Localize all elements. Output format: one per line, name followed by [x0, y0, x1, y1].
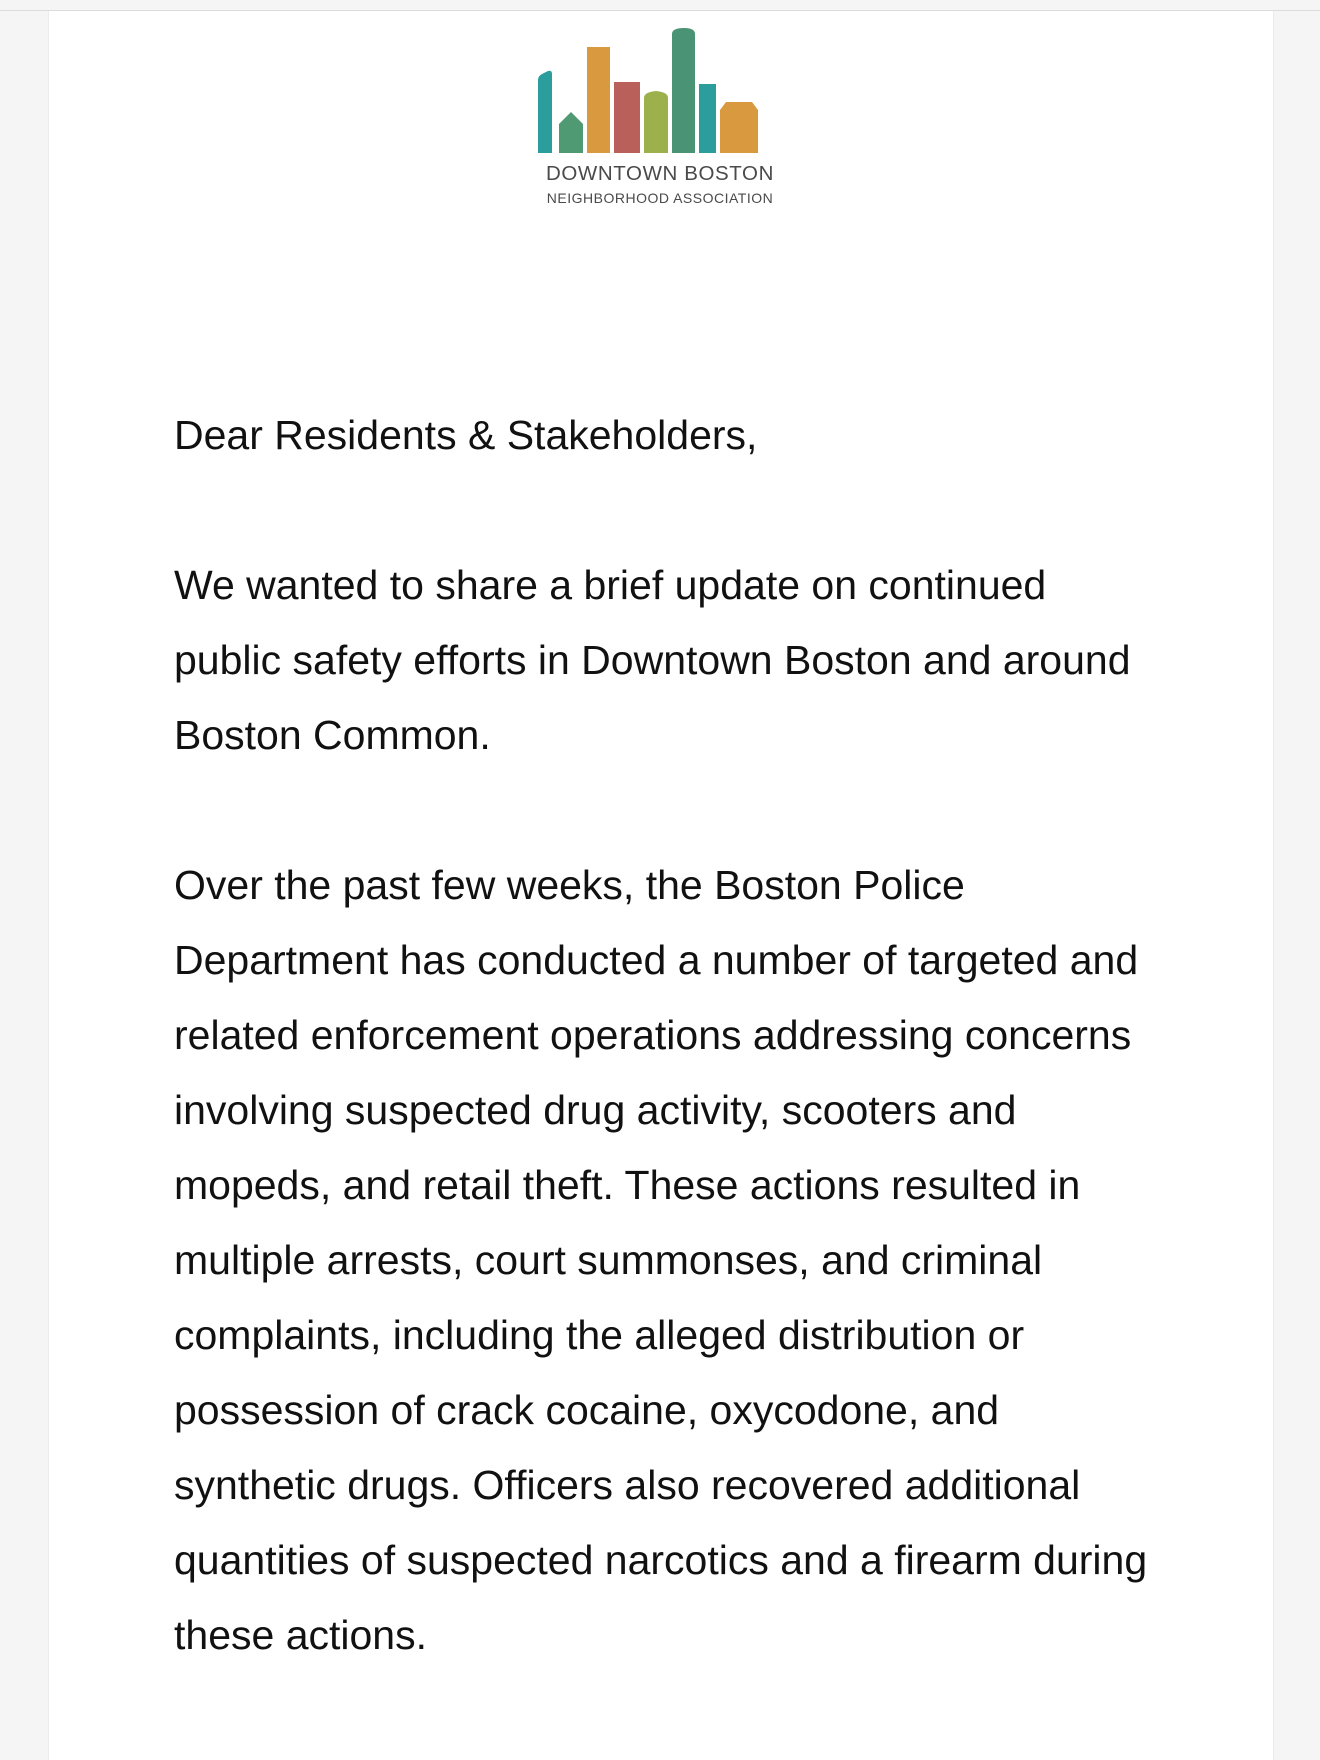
skyline-bar-6	[672, 28, 695, 153]
letter-paragraph: Over the past few weeks, the Boston Police Department has conducted a number of targeted and related enforcement operations addressing concerns involving suspected drug activity, scooters and mopeds, and retail theft. These actions resulted in multiple arrests, court summonses, and criminal complaints, including the alleged distribution or possession of crack cocaine, oxycodone, and synthetic drugs. Officers also recovered additional quantities of suspected narcotics and a firearm during these actions.	[174, 862, 1148, 1658]
logo-subtitle: NEIGHBORHOOD ASSOCIATION	[546, 190, 774, 206]
skyline-bar-7	[699, 84, 716, 153]
downtown-boston-logo	[536, 28, 784, 208]
logo-title: DOWNTOWN BOSTON	[545, 162, 775, 185]
skyline-bar-2	[559, 112, 583, 153]
skyline-bar-1	[538, 71, 552, 153]
letter-greeting: Dear Residents & Stakeholders,	[174, 412, 758, 458]
skyline-bar-5	[644, 91, 668, 153]
skyline-logo-icon	[536, 28, 784, 158]
skyline-bar-3	[587, 47, 610, 153]
letter-content	[174, 398, 1164, 1673]
letter-paragraph: We wanted to share a brief update on continued public safety efforts in Downtown Boston and around Boston Common.	[174, 562, 1131, 758]
skyline-bar-4	[614, 82, 640, 153]
skyline-bar-8	[720, 102, 758, 153]
